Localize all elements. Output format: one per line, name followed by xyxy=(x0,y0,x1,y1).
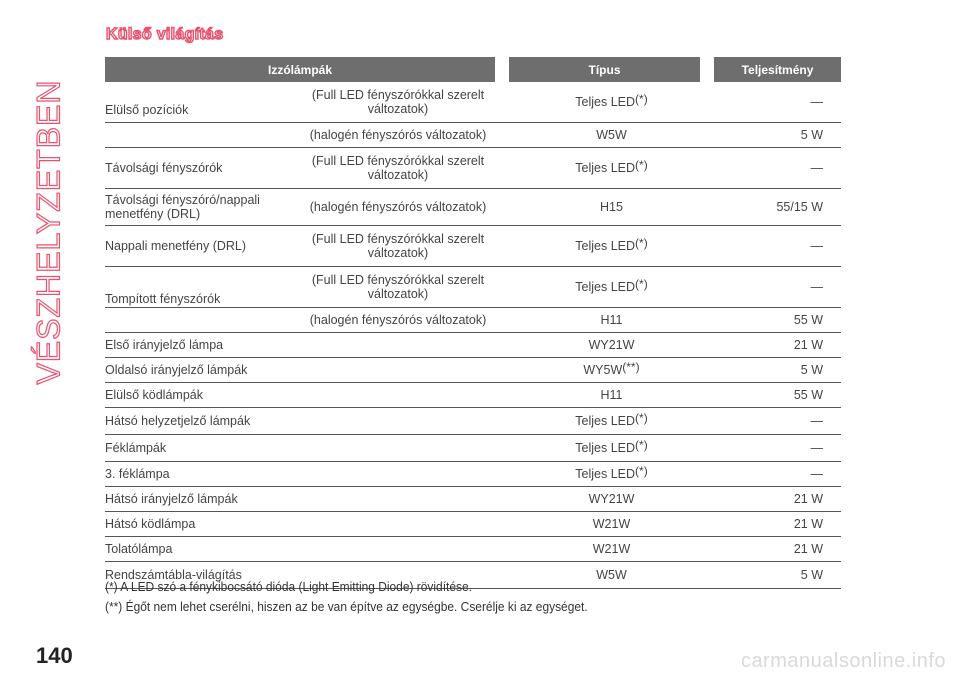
bulb-power: 55 W xyxy=(793,313,823,327)
table-row xyxy=(105,82,841,123)
bulb-power: 55/15 W xyxy=(776,200,823,214)
chapter-side-label: VÉSZHELYZETBEN xyxy=(30,79,67,385)
bulb-type-value: W21W xyxy=(592,542,631,556)
bulb-power: 21 W xyxy=(793,492,823,506)
table-row xyxy=(105,267,841,308)
table-row xyxy=(105,226,841,267)
header-lamps: Izzólámpák xyxy=(105,57,495,82)
bulb-type-value: Teljes LED xyxy=(575,95,636,109)
table-row xyxy=(105,512,841,537)
header-power: Teljesítmény xyxy=(714,57,841,82)
bulb-type-value: Teljes LED xyxy=(575,280,636,294)
footnote-marker: (*) xyxy=(635,464,648,478)
bulb-type xyxy=(495,128,714,142)
table-row xyxy=(105,308,841,333)
bulb-power: 21 W xyxy=(793,338,823,352)
footnote-marker: (*) xyxy=(635,277,648,291)
bulb-power: 21 W xyxy=(793,517,823,531)
lamp-name: Távolsági fényszórók xyxy=(105,161,223,175)
table-row xyxy=(105,123,841,148)
lamp-name: Rendszámtábla-világítás xyxy=(105,568,242,582)
table-row xyxy=(105,333,841,358)
lamp-name: Tompított fényszórók xyxy=(105,292,221,306)
bulb-type xyxy=(495,236,714,253)
bulb-power: 5 W xyxy=(800,128,823,142)
table-row xyxy=(105,408,841,435)
lamp-variant: (halogén fényszórós változatok) xyxy=(309,313,487,327)
bulb-type-value: W5W xyxy=(596,568,627,582)
bulb-type-value: W5W xyxy=(596,128,627,142)
table-row xyxy=(105,358,841,383)
bulb-power: — xyxy=(810,161,823,175)
bulb-type xyxy=(495,92,714,109)
footnote-unit: (**) Égőt nem lehet cserélni, hiszen az be van építve az egységbe. Cserélje ki az egységet. xyxy=(105,599,588,614)
bulb-type xyxy=(495,464,714,481)
table-row xyxy=(105,462,841,487)
bulb-type xyxy=(495,438,714,455)
lamp-variant: (Full LED fényszórókkal szerelt változatok) xyxy=(311,88,485,116)
lamp-variant: (halogén fényszórós változatok) xyxy=(309,200,487,214)
bulb-type-value: Teljes LED xyxy=(575,239,636,253)
lamp-name: Nappali menetfény (DRL) xyxy=(105,239,247,253)
bulb-power: 5 W xyxy=(800,363,823,377)
lamp-name: Elülső ködlámpák xyxy=(105,388,203,402)
table-row xyxy=(105,487,841,512)
bulb-type-value: H15 xyxy=(600,200,623,214)
bulb-type xyxy=(495,313,714,327)
bulb-power: — xyxy=(810,280,823,294)
table-header xyxy=(105,57,841,82)
bulb-type-value: Teljes LED xyxy=(575,467,636,481)
bulb-power: — xyxy=(810,239,823,253)
lamp-name: 3. féklámpa xyxy=(105,467,170,481)
bulb-type xyxy=(495,158,714,175)
lamp-name: Oldalsó irányjelző lámpák xyxy=(105,363,248,377)
lamp-name: Tolatólámpa xyxy=(105,542,173,556)
bulb-type xyxy=(495,568,714,582)
table-row xyxy=(105,383,841,408)
bulb-power: — xyxy=(810,414,823,428)
lamp-variant: (halogén fényszórós változatok) xyxy=(309,128,487,142)
lamp-name: Első irányjelző lámpa xyxy=(105,338,224,352)
bulb-table xyxy=(105,57,841,589)
bulb-type-value: WY5W xyxy=(583,363,623,377)
footnote-marker: (*) xyxy=(635,438,648,452)
lamp-variant: (Full LED fényszórókkal szerelt változatok) xyxy=(311,273,485,301)
lamp-name: Hátsó helyzetjelző lámpák xyxy=(105,414,251,428)
bulb-power: — xyxy=(810,441,823,455)
bulb-type xyxy=(495,360,714,377)
bulb-type-value: WY21W xyxy=(588,338,635,352)
lamp-variant: (Full LED fényszórókkal szerelt változatok) xyxy=(311,154,485,182)
table-row xyxy=(105,189,841,226)
header-type: Típus xyxy=(509,57,700,82)
table-row xyxy=(105,537,841,562)
lamp-name: Hátsó ködlámpa xyxy=(105,517,196,531)
page-number: 140 xyxy=(36,643,73,668)
lamp-name: Féklámpák xyxy=(105,441,167,455)
footnote-marker: (*) xyxy=(635,92,648,106)
bulb-type xyxy=(495,388,714,402)
table-row xyxy=(105,435,841,462)
bulb-power: — xyxy=(810,467,823,481)
footnote-led: (*) A LED szó a fénykibocsátó dióda (Light Emitting Diode) rövidítése. xyxy=(105,579,472,594)
bulb-type xyxy=(495,542,714,556)
table-body xyxy=(105,82,841,589)
bulb-type-value: H11 xyxy=(600,388,623,402)
bulb-type xyxy=(495,492,714,506)
bulb-power: 5 W xyxy=(800,568,823,582)
bulb-power: 21 W xyxy=(793,542,823,556)
bulb-type-value: H11 xyxy=(600,313,623,327)
footnote-marker: (*) xyxy=(635,411,648,425)
bulb-type xyxy=(495,200,714,214)
footnote-marker: (*) xyxy=(635,158,648,172)
lamp-variant: (Full LED fényszórókkal szerelt változatok) xyxy=(311,232,485,260)
section-title: Külső világítás xyxy=(106,26,224,43)
footnote-marker: (**) xyxy=(622,360,640,374)
lamp-name: Hátsó irányjelző lámpák xyxy=(105,492,238,506)
bulb-type-value: Teljes LED xyxy=(575,414,636,428)
footnote-marker: (*) xyxy=(635,236,648,250)
lamp-name: Távolsági fényszóró/nappali menetfény (DRL) xyxy=(105,193,260,221)
bulb-type xyxy=(495,517,714,531)
bulb-power: 55 W xyxy=(793,388,823,402)
bulb-type xyxy=(495,338,714,352)
bulb-type xyxy=(495,411,714,428)
bulb-type xyxy=(495,277,714,294)
bulb-type-value: Teljes LED xyxy=(575,161,636,175)
watermark: carmanualsonline.info xyxy=(740,650,946,672)
bulb-type-value: Teljes LED xyxy=(575,441,636,455)
lamp-name: Elülső pozíciók xyxy=(105,103,189,117)
bulb-power: — xyxy=(810,95,823,109)
bulb-type-value: WY21W xyxy=(588,492,635,506)
table-row xyxy=(105,148,841,189)
bulb-type-value: W21W xyxy=(592,517,631,531)
